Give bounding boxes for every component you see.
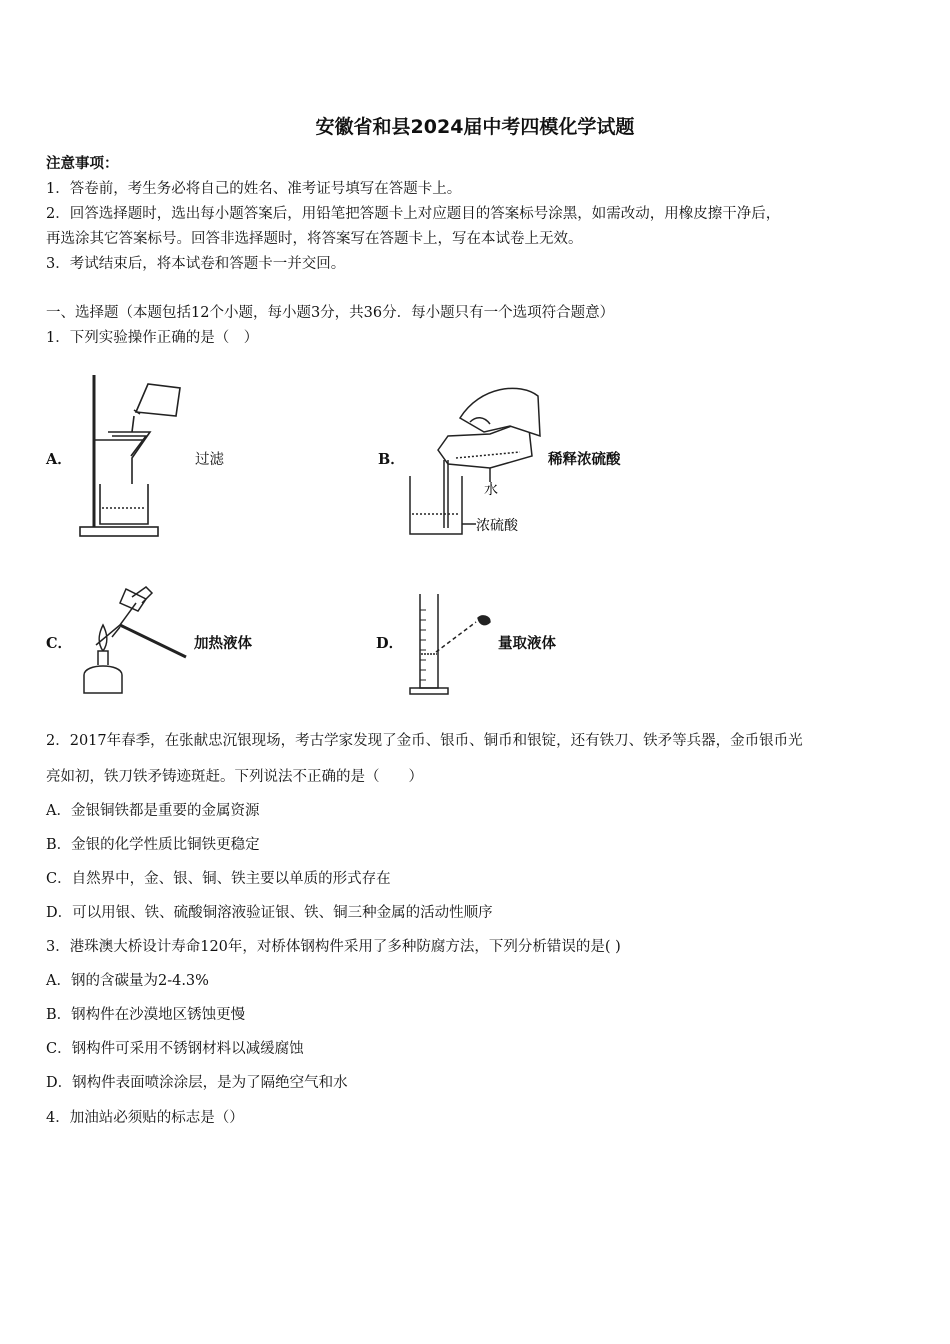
section-heading: 一、选择题（本题包括12个小题，每小题3分，共36分．每小题只有一个选项符合题意）	[46, 305, 615, 321]
q1-option-a-caption: 过滤	[195, 452, 224, 468]
question-4-stem: 4．加油站必须贴的标志是（）	[46, 1110, 244, 1126]
water-label: 水	[484, 482, 498, 498]
question-1-stem: 1．下列实验操作正确的是（ ）	[46, 330, 259, 346]
question-3-option: C．钢构件可采用不锈钢材料以减缓腐蚀	[46, 1041, 304, 1057]
notes-item: 2．回答选择题时，选出每小题答案后，用铅笔把答题卡上对应题目的答案标号涂黑，如需改动，用橡皮擦干净后，	[46, 206, 781, 222]
notes-heading: 注意事项：	[46, 155, 119, 172]
question-2-stem: 2．2017年春季，在张献忠沉银现场，考古学家发现了金币、银币、铜币和银锭，还有铁刀、铁矛等兵器，金币银币光	[46, 733, 803, 749]
q1-option-c-caption: 加热液体	[194, 635, 252, 652]
question-2-option: D．可以用银、铁、硫酸铜溶液验证银、铁、铜三种金属的活动性顺序	[46, 905, 493, 921]
notes-item: 3．考试结束后，将本试卷和答题卡一并交回。	[46, 256, 346, 272]
question-3-option: A．钢的含碳量为2-4.3%	[46, 973, 209, 989]
question-3-option: D．钢构件表面喷涂涂层，是为了隔绝空气和水	[46, 1075, 348, 1091]
q1-option-b-caption: 稀释浓硫酸	[548, 451, 621, 468]
q1-option-b-label: B．	[378, 451, 405, 468]
question-3-option: B．钢构件在沙漠地区锈蚀更慢	[46, 1007, 246, 1023]
question-2-option: C．自然界中，金、银、铜、铁主要以单质的形式存在	[46, 871, 391, 887]
question-2-option: B．金银的化学性质比铜铁更稳定	[46, 837, 260, 853]
question-2-stem: 亮如初，铁刀铁矛铸迹斑赶。下列说法不正确的是（ ）	[46, 769, 423, 785]
notes-item: 1．答卷前，考生务必将自己的姓名、准考证号填写在答题卡上。	[46, 181, 462, 197]
heating-apparatus-figure	[76, 585, 191, 695]
question-2-option: A．金银铜铁都是重要的金属资源	[46, 803, 260, 819]
q1-option-c-label: C．	[46, 635, 73, 652]
q1-option-d-label: D．	[376, 635, 404, 652]
filtration-apparatus-figure	[78, 372, 188, 540]
question-3-stem: 3．港珠澳大桥设计寿命120年，对桥体钢构件采用了多种防腐方法，下列分析错误的是( )	[46, 939, 621, 955]
dilution-apparatus-figure	[400, 376, 540, 541]
q1-option-d-caption: 量取液体	[498, 635, 556, 652]
cylinder-figure	[404, 592, 496, 698]
notes-item: 再选涂其它答案标号。回答非选择题时，将答案写在答题卡上，写在本试卷上无效。	[46, 231, 583, 247]
page-title: 安徽省和县2024届中考四模化学试题	[315, 116, 635, 138]
acid-label: 浓硫酸	[476, 518, 518, 534]
q1-option-a-label: A．	[46, 451, 72, 468]
